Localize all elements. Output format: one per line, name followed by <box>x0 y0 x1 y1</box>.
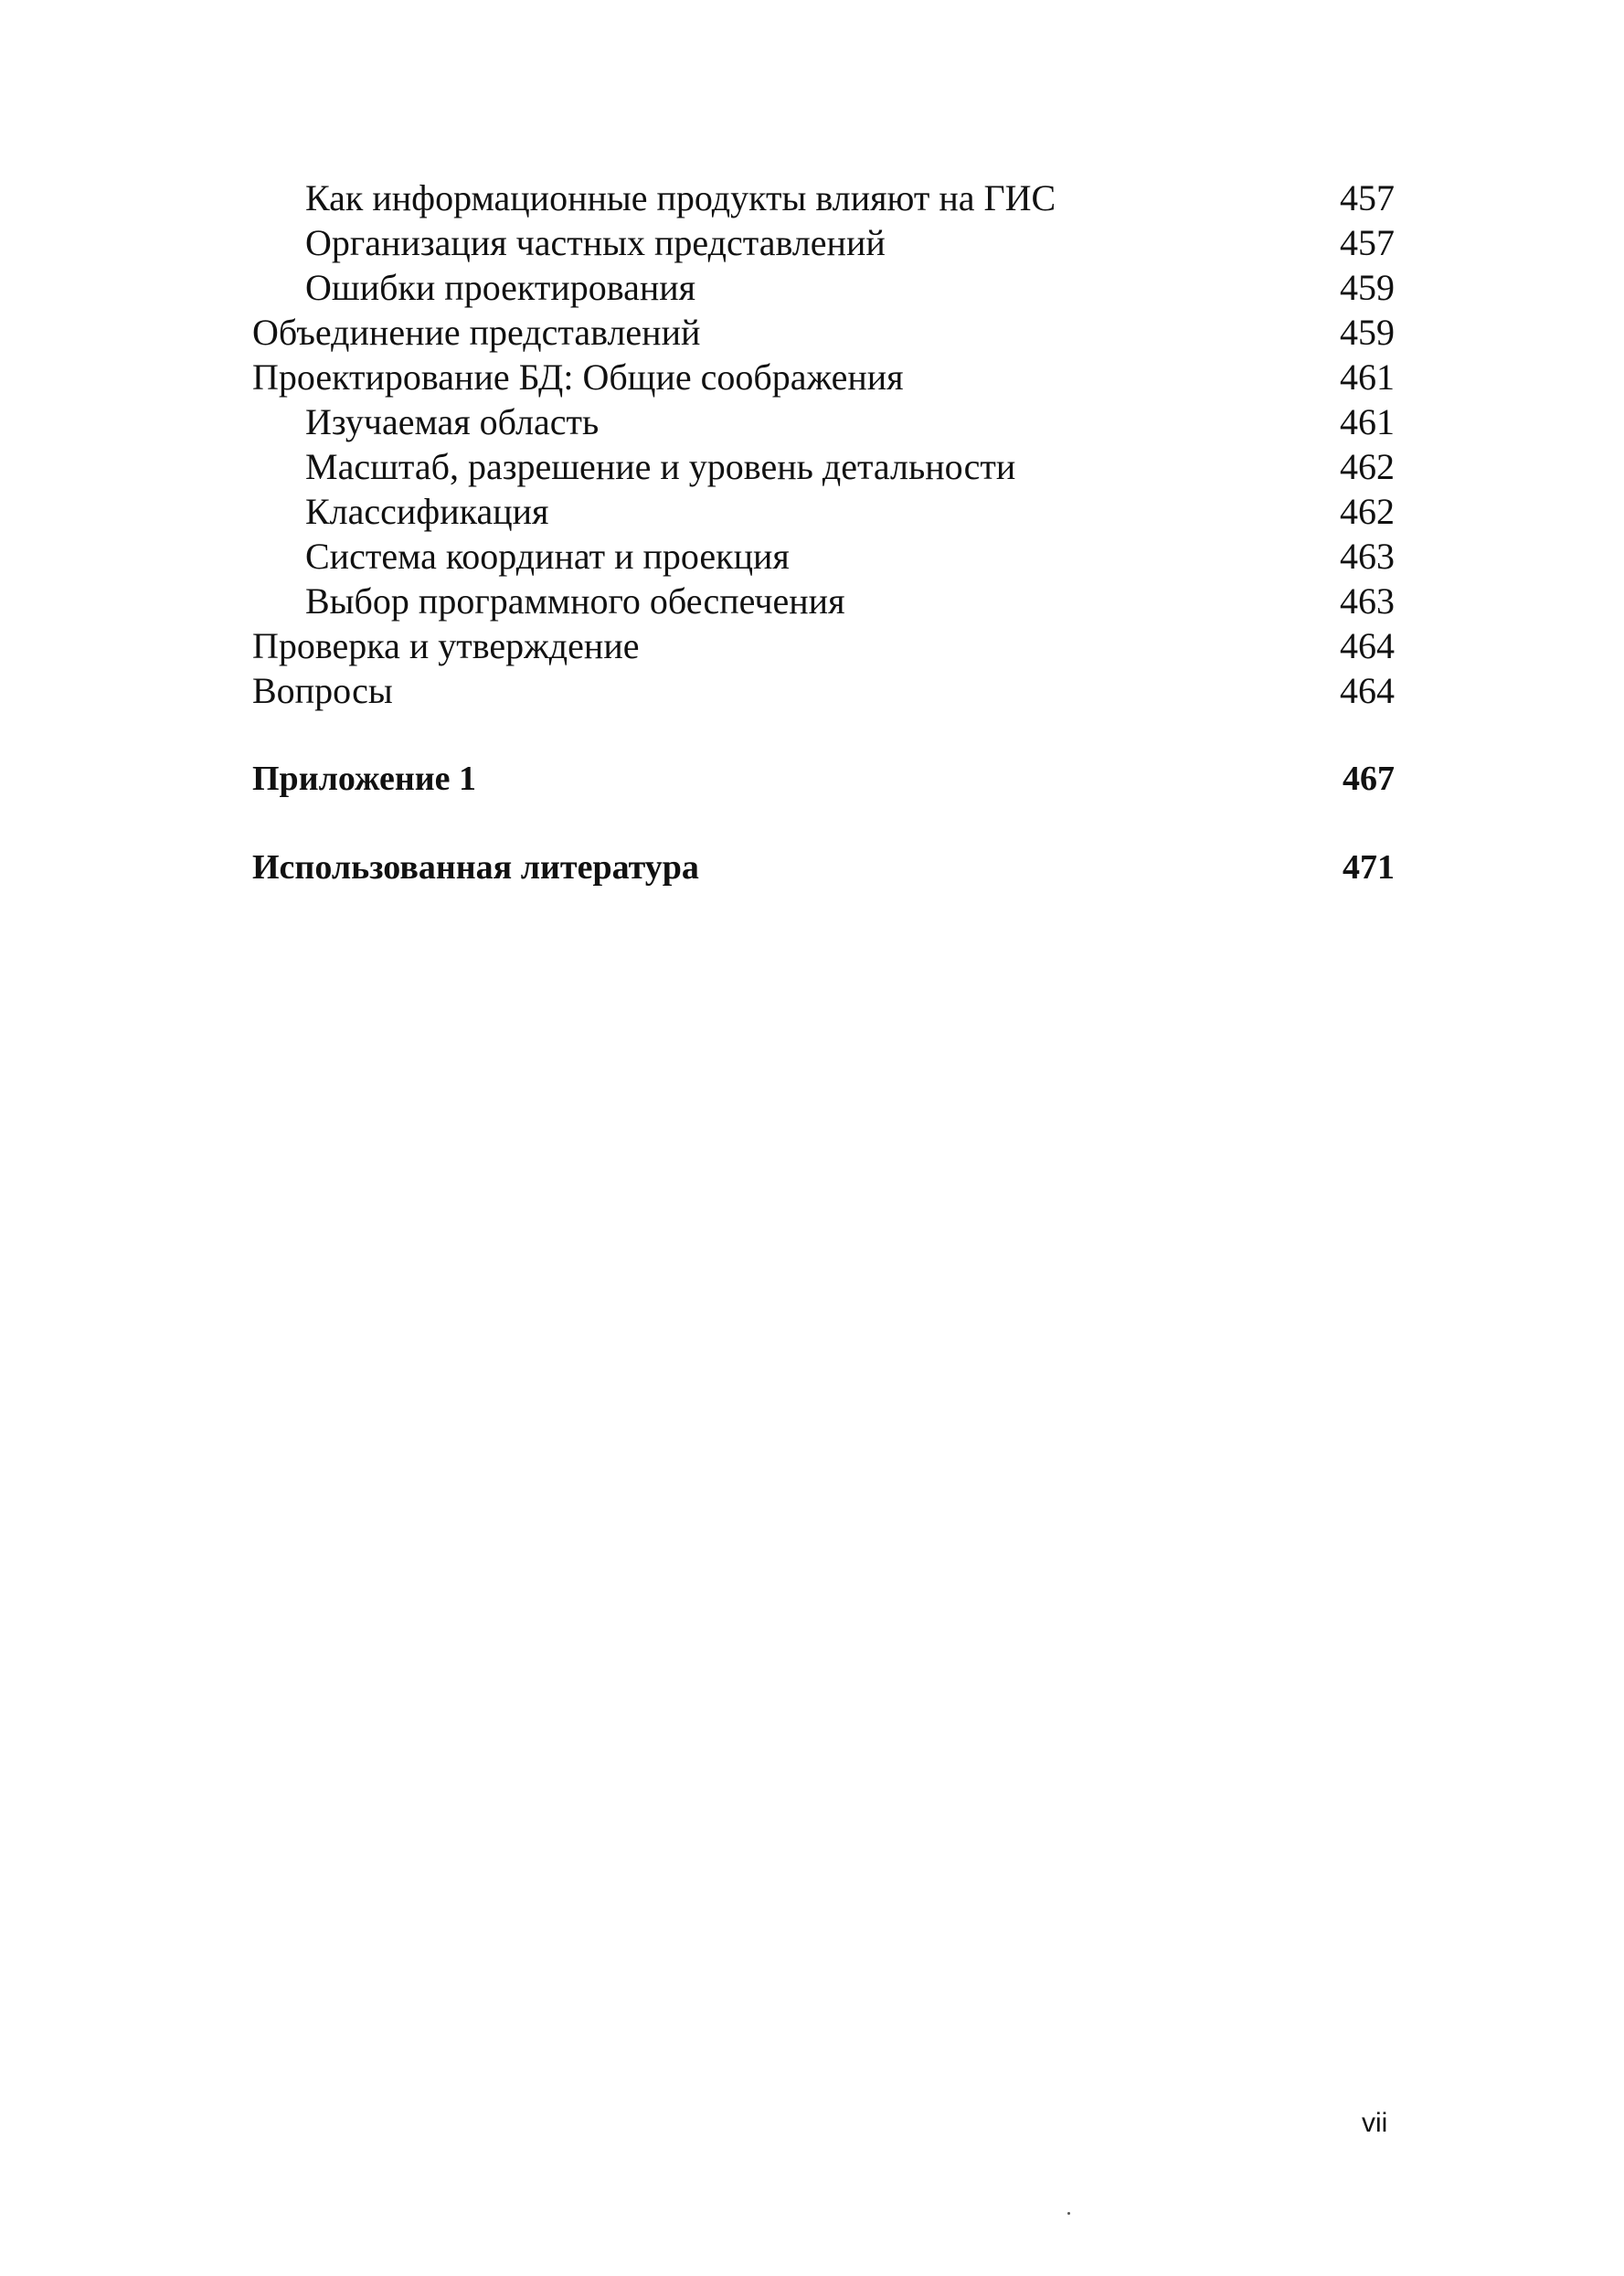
toc-entry-title: Выбор программного обеспечения <box>305 580 845 622</box>
toc-entry-title: Организация частных представлений <box>305 222 886 263</box>
toc-entry-page: 459 <box>1340 312 1395 353</box>
toc-entry-page: 457 <box>1340 177 1395 218</box>
toc-entry <box>252 175 1395 220</box>
toc-entry <box>252 220 1395 265</box>
page-number: vii <box>1362 2108 1388 2138</box>
toc-entry-page: 462 <box>1340 491 1395 532</box>
toc-entry-page: 464 <box>1340 625 1395 666</box>
toc-entry <box>252 668 1395 713</box>
toc-entry <box>252 265 1395 310</box>
toc-entry-page: 464 <box>1340 670 1395 711</box>
toc-references-page: 471 <box>1343 848 1395 887</box>
toc-entry-page: 463 <box>1340 580 1395 622</box>
table-of-contents <box>252 175 1395 890</box>
toc-entry-page: 463 <box>1340 536 1395 577</box>
toc-entry-title: Система координат и проекция <box>305 536 790 577</box>
toc-entry-title: Ошибки проектирования <box>305 267 696 308</box>
toc-appendix-entry <box>252 757 1395 802</box>
toc-entry-title: Изучаемая область <box>305 401 600 442</box>
toc-references-entry <box>252 846 1395 890</box>
toc-entry-title: Масштаб, разрешение и уровень детальности <box>305 446 1016 487</box>
toc-entry <box>252 534 1395 579</box>
toc-entry <box>252 355 1395 399</box>
toc-appendix-title: Приложение 1 <box>252 760 477 798</box>
toc-appendix-page: 467 <box>1343 760 1395 798</box>
toc-entry-title: Классификация <box>305 491 549 532</box>
toc-entry <box>252 310 1395 355</box>
toc-entry-title: Объединение представлений <box>252 312 701 353</box>
toc-entry-title: Проектирование БД: Общие соображения <box>252 356 904 398</box>
toc-entry <box>252 623 1395 668</box>
toc-entry-page: 459 <box>1340 267 1395 308</box>
toc-entry-title: Как информационные продукты влияют на ГИС <box>305 177 1056 218</box>
toc-entry <box>252 489 1395 534</box>
toc-entry-title: Вопросы <box>252 670 393 711</box>
toc-entry-page: 461 <box>1340 401 1395 442</box>
toc-entry-page: 461 <box>1340 356 1395 398</box>
toc-entry <box>252 399 1395 444</box>
scan-speck <box>1067 2212 1070 2215</box>
toc-references-title: Использованная литература <box>252 848 699 887</box>
toc-entry-page: 457 <box>1340 222 1395 263</box>
toc-entry <box>252 444 1395 489</box>
toc-entry-title: Проверка и утверждение <box>252 625 640 666</box>
toc-entry <box>252 579 1395 623</box>
toc-entry-page: 462 <box>1340 446 1395 487</box>
